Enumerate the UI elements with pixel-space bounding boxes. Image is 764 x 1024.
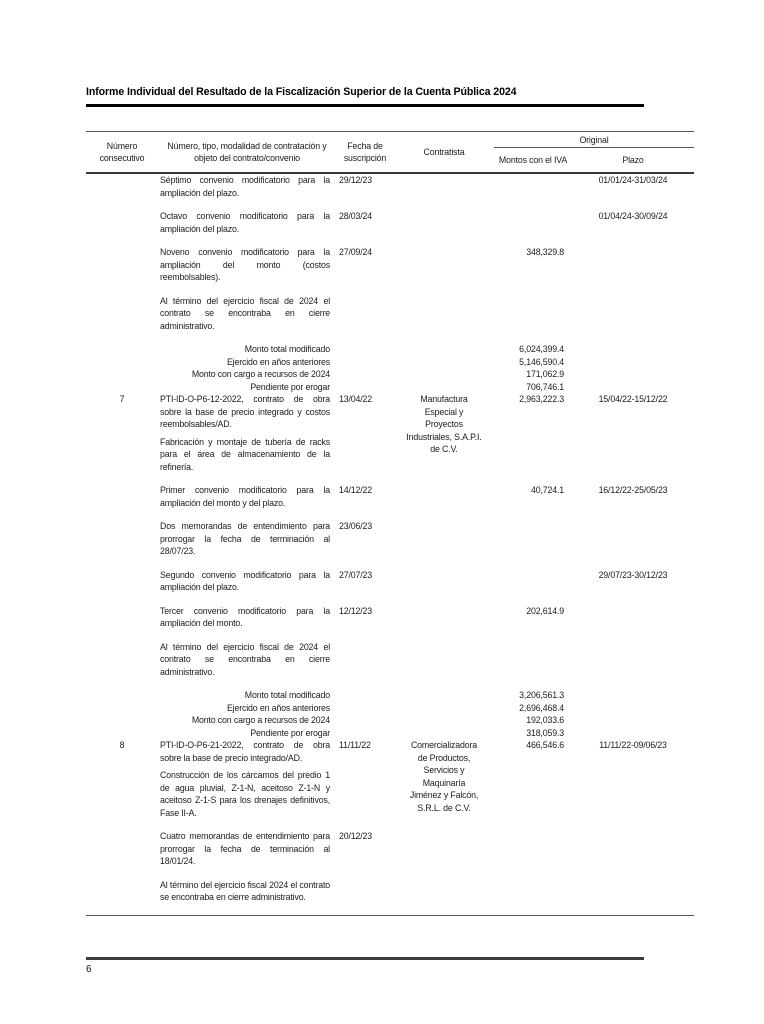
header-fecha-suscripcion: Fecha de suscripción [343, 141, 387, 163]
summary-label-cell: Monto con cargo a recursos de 2024 [191, 715, 330, 725]
objeto-cell [158, 605, 336, 630]
numero-cell [86, 727, 158, 740]
table-body [86, 174, 694, 916]
monto-cell [494, 295, 572, 333]
fecha-cell [336, 381, 394, 394]
objeto-paragraph: Octavo convenio modificatorio para la ampliación del plazo. [160, 211, 330, 234]
plazo-cell [572, 295, 694, 333]
monto-cell: 202,614.9 [526, 605, 564, 616]
summary-value-cell: 171,062.9 [526, 369, 564, 379]
numero-cell [86, 343, 158, 356]
table-row [86, 246, 694, 284]
numero-cell [86, 714, 158, 727]
header-objeto: Número, tipo, modalidad de contratación y objeto del contrato/convenio [167, 141, 327, 163]
contratista-cell [394, 641, 494, 679]
summary-value-cell: 318,059.3 [526, 727, 564, 738]
plazo-cell: 29/07/23-30/12/23 [598, 569, 668, 580]
plazo-cell [572, 830, 694, 868]
numero-cell [86, 356, 158, 369]
plazo-cell [572, 246, 694, 284]
contratista-cell [394, 830, 494, 868]
summary-value-cell: 6,024,399.4 [519, 344, 564, 354]
contratista-cell [394, 368, 494, 381]
objeto-cell [158, 210, 336, 235]
header-montos-iva: Montos con el IVA [498, 155, 568, 165]
page-footer [86, 957, 644, 975]
contratista-cell [394, 295, 494, 333]
summary-label-cell: Pendiente por erogar [250, 727, 330, 738]
table-row [86, 641, 694, 679]
contratista-cell [394, 727, 494, 740]
numero-cell [86, 520, 158, 558]
objeto-cell [158, 484, 336, 509]
objeto-cell [158, 246, 336, 284]
summary-row [86, 368, 694, 381]
table-row [86, 830, 694, 868]
numero-cell [86, 879, 158, 904]
numero-cell: 8 [119, 740, 125, 750]
header-original-subcolumns [494, 148, 694, 172]
fecha-cell [336, 641, 394, 679]
numero-cell [86, 702, 158, 715]
header-numero-consecutivo: Número consecutivo [99, 141, 145, 163]
fecha-cell: 12/12/23 [339, 605, 373, 616]
plazo-cell [572, 343, 694, 356]
plazo-cell: 01/04/24-30/09/24 [598, 211, 668, 221]
numero-cell: 7 [119, 394, 125, 404]
numero-cell [86, 830, 158, 868]
fecha-cell: 13/04/22 [339, 394, 373, 404]
table-row [86, 739, 694, 819]
monto-cell [494, 520, 572, 558]
contratista-cell [394, 174, 494, 199]
numero-cell [86, 605, 158, 630]
numero-cell [86, 689, 158, 702]
fecha-cell: 27/07/23 [339, 569, 373, 580]
contratista-cell [394, 605, 494, 630]
plazo-cell [572, 356, 694, 369]
fecha-cell: 11/11/22 [339, 740, 371, 750]
fecha-cell: 27/09/24 [339, 247, 373, 257]
contratista-cell [394, 246, 494, 284]
plazo-cell: 15/04/22-15/12/22 [598, 394, 668, 404]
objeto-paragraph: Al término del ejercicio fiscal 2024 el contrato se encontraba en cierre administrativo. [160, 879, 330, 902]
numero-cell [86, 569, 158, 594]
monto-cell [494, 210, 572, 235]
numero-cell [86, 174, 158, 199]
plazo-cell [572, 605, 694, 630]
plazo-cell: 11/11/22-09/06/23 [599, 740, 667, 750]
table-row [86, 879, 694, 904]
summary-value-cell: 5,146,590.4 [519, 356, 564, 367]
objeto-cell [158, 393, 336, 473]
fecha-cell [336, 879, 394, 904]
objeto-cell [158, 879, 336, 904]
objeto-cell [158, 739, 336, 819]
contratista-cell [394, 702, 494, 715]
plazo-cell [572, 641, 694, 679]
summary-label-cell: Ejercido en años anteriores [226, 702, 330, 713]
objeto-paragraph: PTI-ID-O-P6-21-2022, contrato de obra sobre la base de precio integrado/AD. [160, 740, 330, 763]
summary-row [86, 714, 694, 727]
document-header-title: Informe Individual del Resultado de la Fiscalización Superior de la Cuenta Pública 2024 [86, 86, 517, 98]
plazo-cell [572, 714, 694, 727]
summary-row [86, 381, 694, 394]
numero-cell [86, 641, 158, 679]
objeto-cell [158, 641, 336, 679]
objeto-paragraph: PTI-ID-O-P6-12-2022, contrato de obra sobre la base de precio integrado y costos reembolsables/AD. [160, 394, 330, 429]
monto-cell: 348,329.8 [526, 247, 564, 257]
objeto-paragraph: Dos memorandas de entendimiento para prorrogar la fecha de terminación al 28/07/23. [160, 521, 330, 556]
summary-row [86, 727, 694, 740]
contratista-cell [394, 520, 494, 558]
objeto-paragraph: Noveno convenio modificatorio para la ampliación del monto (costos reembolsables). [160, 247, 330, 282]
footer-rule [86, 957, 644, 960]
objeto-paragraph: Construcción de los cárcamos del predio 1 de agua pluvial, Z-1-N, aceitoso Z-1-N y aceitoso Z-1-S para los drenajes definitivos, Fase II-A. [160, 770, 330, 818]
contratista-cell [394, 689, 494, 702]
objeto-cell [158, 174, 336, 199]
monto-cell [494, 569, 572, 594]
fecha-cell: 20/12/23 [339, 831, 373, 841]
table-row [86, 174, 694, 199]
monto-cell [494, 174, 572, 199]
summary-label-cell: Monto con cargo a recursos de 2024 [191, 369, 330, 379]
plazo-cell: 01/01/24-31/03/24 [598, 175, 668, 185]
monto-cell [494, 641, 572, 679]
table-row [86, 520, 694, 558]
contratista-cell [394, 381, 494, 394]
header-contratista: Contratista [423, 147, 465, 157]
contratista-cell: Comercializadora de Productos, Servicios y Maquinaría Jiménez y Falcón, S.R.L. de C.V. [409, 740, 479, 813]
summary-row [86, 702, 694, 715]
table-row [86, 484, 694, 509]
objeto-paragraph: Séptimo convenio modificatorio para la ampliación del plazo. [160, 175, 330, 198]
fecha-cell: 23/06/23 [339, 521, 373, 531]
contracts-table [86, 131, 694, 916]
summary-value-cell: 192,033.6 [526, 715, 564, 725]
table-row [86, 605, 694, 630]
numero-cell [86, 484, 158, 509]
fecha-cell [336, 295, 394, 333]
monto-cell: 40,724.1 [530, 485, 564, 495]
plazo-cell [572, 879, 694, 904]
fecha-cell: 14/12/22 [339, 485, 373, 495]
plazo-cell: 16/12/22-25/05/23 [598, 485, 668, 495]
plazo-cell [572, 381, 694, 394]
objeto-paragraph: Cuatro memorandas de entendimiento para prorrogar la fecha de terminación al 18/01/24. [160, 831, 330, 866]
table-row [86, 210, 694, 235]
page-content [86, 86, 694, 916]
contratista-cell [394, 356, 494, 369]
objeto-paragraph: Primer convenio modificatorio para la ampliación del monto y del plazo. [160, 485, 330, 508]
contratista-cell [394, 484, 494, 509]
objeto-cell [158, 520, 336, 558]
plazo-cell [572, 520, 694, 558]
summary-row [86, 343, 694, 356]
header-original-label: Original [494, 132, 694, 148]
fecha-cell [336, 356, 394, 369]
page-number: 6 [86, 964, 92, 975]
fecha-cell: 28/03/24 [339, 211, 373, 221]
objeto-cell [158, 569, 336, 594]
plazo-cell [572, 702, 694, 715]
fecha-cell [336, 727, 394, 740]
header-rule [86, 104, 644, 107]
objeto-cell [158, 295, 336, 333]
contratista-cell [394, 879, 494, 904]
header-plazo: Plazo [622, 155, 644, 165]
fecha-cell [336, 343, 394, 356]
plazo-cell [572, 689, 694, 702]
monto-cell [494, 830, 572, 868]
summary-value-cell: 3,206,561.3 [519, 690, 564, 700]
table-row [86, 393, 694, 473]
fecha-cell [336, 368, 394, 381]
numero-cell [86, 210, 158, 235]
contratista-cell [394, 569, 494, 594]
summary-label-cell: Pendiente por erogar [250, 381, 330, 392]
numero-cell [86, 381, 158, 394]
table-row [86, 569, 694, 594]
numero-cell [86, 368, 158, 381]
objeto-paragraph: Fabricación y montaje de tubería de racks para el área de almacenamiento de la refinería. [160, 436, 330, 472]
objeto-cell [158, 830, 336, 868]
objeto-paragraph: Segundo convenio modificatorio para la ampliación del plazo. [160, 569, 330, 592]
summary-row [86, 689, 694, 702]
table-row [86, 295, 694, 333]
contratista-cell: Manufactura Especial y Proyectos Industriales, S.A.P.I. de C.V. [406, 394, 482, 454]
objeto-paragraph: Tercer convenio modificatorio para la ampliación del monto. [160, 605, 330, 628]
monto-cell [494, 879, 572, 904]
fecha-cell: 29/12/23 [339, 175, 373, 185]
header-group-original [494, 132, 694, 172]
summary-label-cell: Ejercido en años anteriores [226, 356, 330, 367]
summary-value-cell: 706,746.1 [526, 381, 564, 392]
monto-cell: 2,963,222.3 [519, 394, 564, 404]
numero-cell [86, 246, 158, 284]
fecha-cell [336, 714, 394, 727]
summary-label-cell: Monto total modificado [244, 690, 330, 700]
table-header [86, 131, 694, 174]
plazo-cell [572, 368, 694, 381]
contratista-cell [394, 714, 494, 727]
fecha-cell [336, 702, 394, 715]
objeto-paragraph: Al término del ejercicio fiscal de 2024 el contrato se encontraba en cierre administrativo. [160, 641, 330, 677]
summary-label-cell: Monto total modificado [244, 344, 330, 354]
summary-value-cell: 2,696,468.4 [519, 702, 564, 713]
contratista-cell [394, 210, 494, 235]
fecha-cell [336, 689, 394, 702]
summary-row [86, 356, 694, 369]
monto-cell: 466,546.6 [526, 740, 564, 750]
numero-cell [86, 295, 158, 333]
objeto-paragraph: Al término del ejercicio fiscal de 2024 el contrato se encontraba en cierre administrativo. [160, 295, 330, 331]
contratista-cell [394, 343, 494, 356]
plazo-cell [572, 727, 694, 740]
